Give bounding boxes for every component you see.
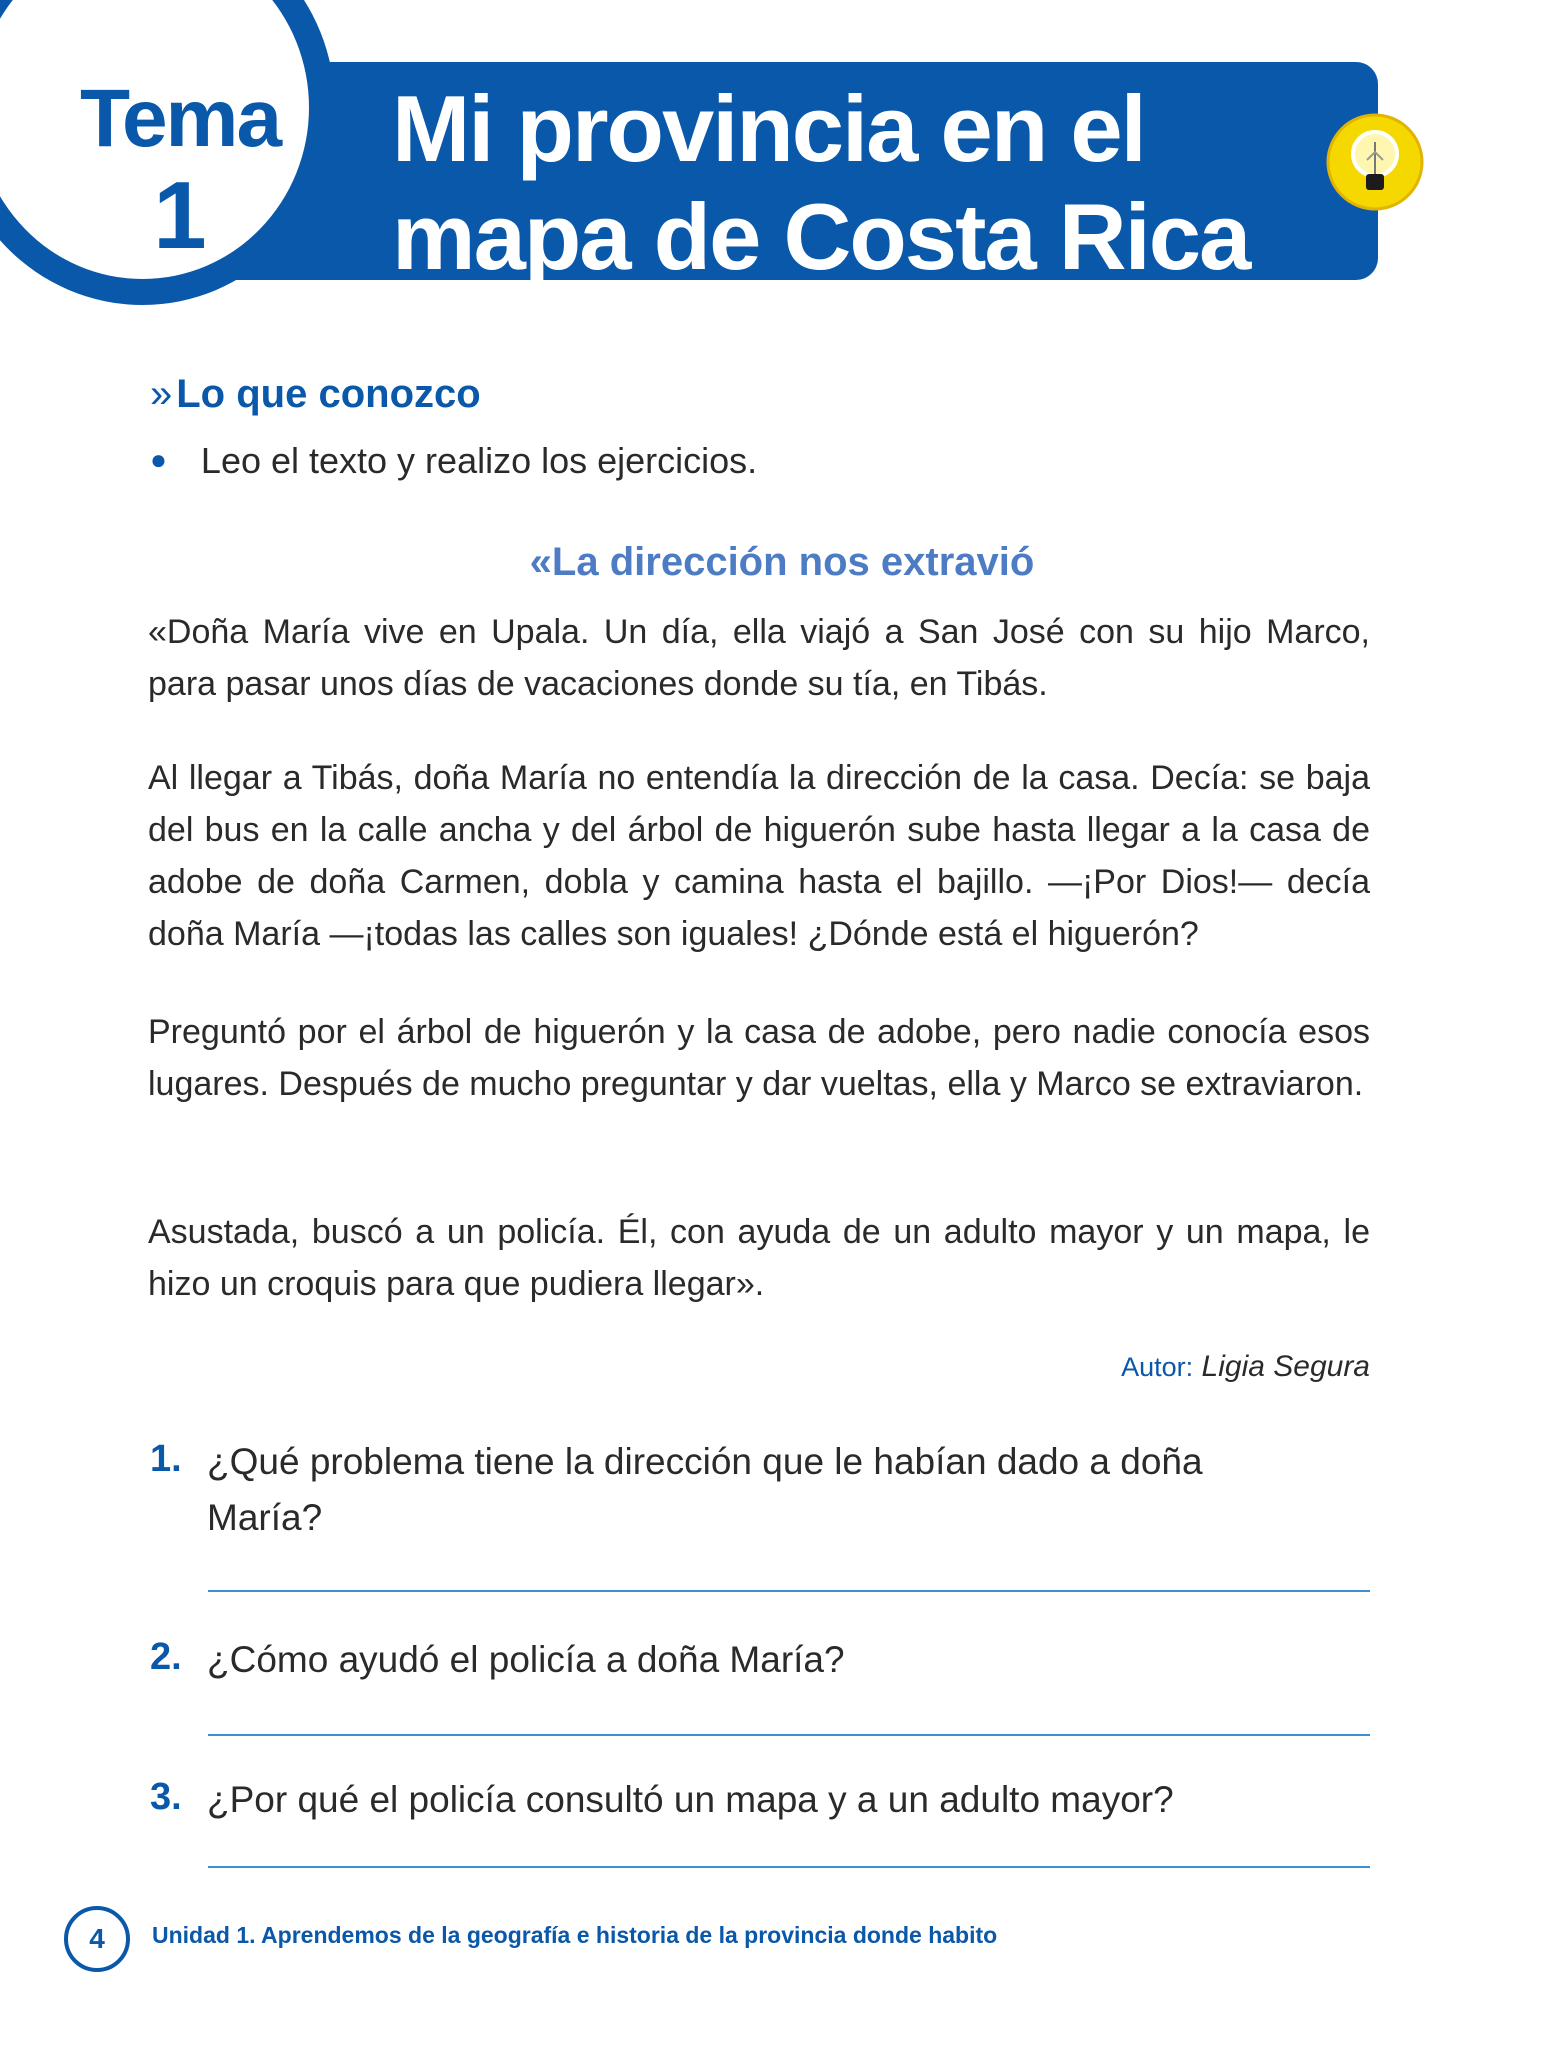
story-paragraph: Al llegar a Tibás, doña María no entendía la dirección de la casa. Decía: se baja del bus en la calle ancha y del árbol de higuerón sube hasta llegar a la casa de adobe de doña Carmen, dobla y camina hasta el bajillo. —¡Por Dios!— decía doña María —¡todas las calles son iguales! ¿Dónde está el higuerón? (148, 759, 1370, 953)
tema-number: 1 (153, 162, 207, 269)
question-number: 2. (150, 1636, 182, 1678)
chevron-marker: » (150, 372, 173, 416)
unit-footer: Unidad 1. Aprendemos de la geografía e historia de la provincia donde habito (152, 1922, 998, 1948)
page-title-line-2: mapa de Costa Rica (392, 184, 1250, 289)
answer-line-2[interactable] (208, 1734, 1370, 1736)
author-credit (1121, 1350, 1370, 1384)
question-number: 1. (150, 1438, 182, 1480)
answer-line-3[interactable] (208, 1866, 1370, 1868)
story-paragraph: Preguntó por el árbol de higuerón y la casa de adobe, pero nadie conocía esos lugares. Después de mucho preguntar y dar vueltas, ella y Marco se extraviaron. (148, 1013, 1370, 1103)
instruction (150, 440, 757, 482)
lightbulb-icon (1325, 112, 1425, 212)
bullet-icon: ● (150, 444, 167, 475)
story-paragraph: Asustada, buscó a un policía. Él, con ayuda de un adulto mayor y un mapa, le hizo un croquis para que pudiera llegar». (148, 1213, 1370, 1303)
story-paragraph: «Doña María vive en Upala. Un día, ella viajó a San José con su hijo Marco, para pasar unos días de vacaciones donde su tía, en Tibás. (148, 613, 1370, 703)
instruction-text: Leo el texto y realizo los ejercicios. (200, 440, 758, 481)
section-heading (150, 372, 481, 417)
section-heading-label: Lo que conozco (176, 372, 481, 416)
page-title-line-1: Mi provincia en el (392, 76, 1145, 181)
author-label: Autor: (1121, 1352, 1194, 1382)
author-name: Ligia Segura (1201, 1350, 1370, 1383)
story-title: «La dirección nos extravió (529, 540, 1035, 584)
tema-label: Tema (79, 73, 281, 164)
question-text: ¿Qué problema tiene la dirección que le habían dado a doña María? (207, 1441, 1203, 1538)
answer-line-1[interactable] (208, 1590, 1370, 1592)
page-number: 4 (64, 1906, 130, 1972)
question-number: 3. (150, 1776, 182, 1818)
question-text: ¿Por qué el policía consultó un mapa y a un adulto mayor? (207, 1779, 1174, 1820)
question-text: ¿Cómo ayudó el policía a doña María? (207, 1639, 845, 1680)
